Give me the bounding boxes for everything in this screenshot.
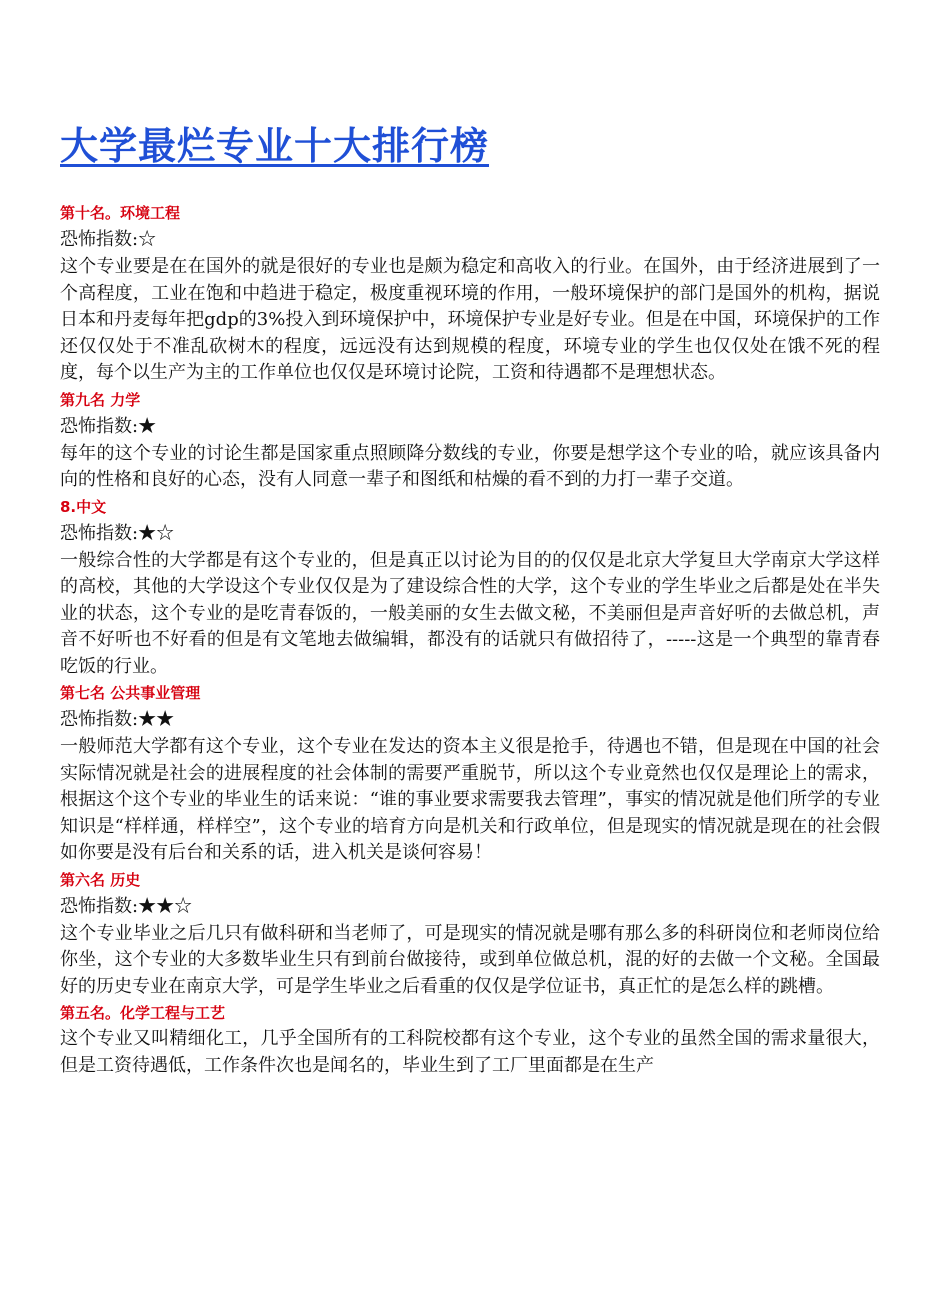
fear-index-label: 恐怖指数: <box>60 415 139 437</box>
section-heading: 第五名。化学工程与工艺 <box>60 1004 226 1022</box>
document-title: 大学最烂专业十大排行榜 <box>60 124 490 168</box>
fear-index-label: 恐怖指数: <box>60 709 139 730</box>
fear-index-stars: ★☆ <box>138 522 175 544</box>
section-heading: 8.中文 <box>60 497 107 516</box>
section-rank-5 <box>60 1000 880 1079</box>
section-heading: 第九名 力学 <box>60 390 141 409</box>
section-rank-10 <box>60 200 880 387</box>
section-heading: 第七名 公共事业管理 <box>60 684 201 702</box>
fear-index-line <box>60 413 880 441</box>
fear-index-line <box>60 520 880 548</box>
fear-index-stars: ☆ <box>138 229 157 250</box>
fear-index-stars: ★★ <box>138 709 175 730</box>
fear-index-label: 恐怖指数: <box>60 229 139 250</box>
fear-index-label: 恐怖指数: <box>60 895 139 917</box>
fear-index-stars: ★ <box>138 415 157 437</box>
section-heading: 第六名 历史 <box>60 870 141 889</box>
section-rank-7 <box>60 680 880 867</box>
fear-index-line <box>60 706 880 734</box>
section-body: 每年的这个专业的讨论生都是国家重点照顾降分数线的专业，你要是想学这个专业的哈，就应该具备内向的性格和良好的心态，没有人同意一辈子和图纸和枯燥的看不到的力打一辈子交道。 <box>60 442 880 490</box>
fear-index-stars: ★★☆ <box>138 895 193 917</box>
fear-index-line <box>60 893 880 921</box>
section-body: 这个专业又叫精细化工，几乎全国所有的工科院校都有这个专业，这个专业的虽然全国的需求量很大，但是工资待遇低，工作条件次也是闻名的，毕业生到了工厂里面都是在生产 <box>60 1028 880 1076</box>
section-rank-8 <box>60 494 880 681</box>
fear-index-label: 恐怖指数: <box>60 522 139 544</box>
section-body: 这个专业要是在在国外的就是很好的专业也是颇为稳定和高收入的行业。在国外，由于经济进展到了一个高程度，工业在饱和中趋进于稳定，极度重视环境的作用，一般环境保护的部门是国外的机构，据说日本和丹麦每年把gdp的3%投入到环境保护中，环境保护专业是好专业。但是在中国，环境保护的工作还仅仅处于不准乱砍树木的程度，远远没有达到规模的程度，环境专业的学生也仅仅处在饿不死的程度，每个以生产为主的工作单位也仅仅是环境讨论院，工资和待遇都不是理想状态。 <box>60 256 880 383</box>
section-body: 一般综合性的大学都是有这个专业的，但是真正以讨论为目的的仅仅是北京大学复旦大学南京大学这样的高校，其他的大学设这个专业仅仅是为了建设综合性的大学，这个专业的学生毕业之后都是处在半失业的状态，这个专业的是吃青春饭的，一般美丽的女生去做文秘，不美丽但是声音好听的去做总机，声音不好听也不好看的但是有文笔地去做编辑，都没有的话就只有做招待了，-----这是一个典型的靠青春吃饭的行业。 <box>60 549 880 677</box>
section-heading: 第十名。环境工程 <box>60 204 181 222</box>
section-rank-6 <box>60 867 880 1001</box>
section-rank-9 <box>60 387 880 494</box>
section-body: 这个专业毕业之后几只有做科研和当老师了，可是现实的情况就是哪有那么多的科研岗位和老师岗位给你坐，这个专业的大多数毕业生只有到前台做接待，或到单位做总机，混的好的去做一个文秘。全国最好的历史专业在南京大学，可是学生毕业之后看重的仅仅是学位证书，真正忙的是怎么样的跳槽。 <box>60 922 880 997</box>
fear-index-line <box>60 226 880 254</box>
section-body: 一般师范大学都有这个专业，这个专业在发达的资本主义很是抢手，待遇也不错，但是现在中国的社会实际情况就是社会的进展程度的社会体制的需要严重脱节，所以这个专业竟然也仅仅是理论上的需求，根据这个这个专业的毕业生的话来说：“谁的事业要求需要我去管理”，事实的情况就是他们所学的专业知识是“样样通，样样空”，这个专业的培育方向是机关和行政单位，但是现实的情况就是现在的社会假如你要是没有后台和关系的话，进入机关是谈何容易！ <box>60 736 880 863</box>
